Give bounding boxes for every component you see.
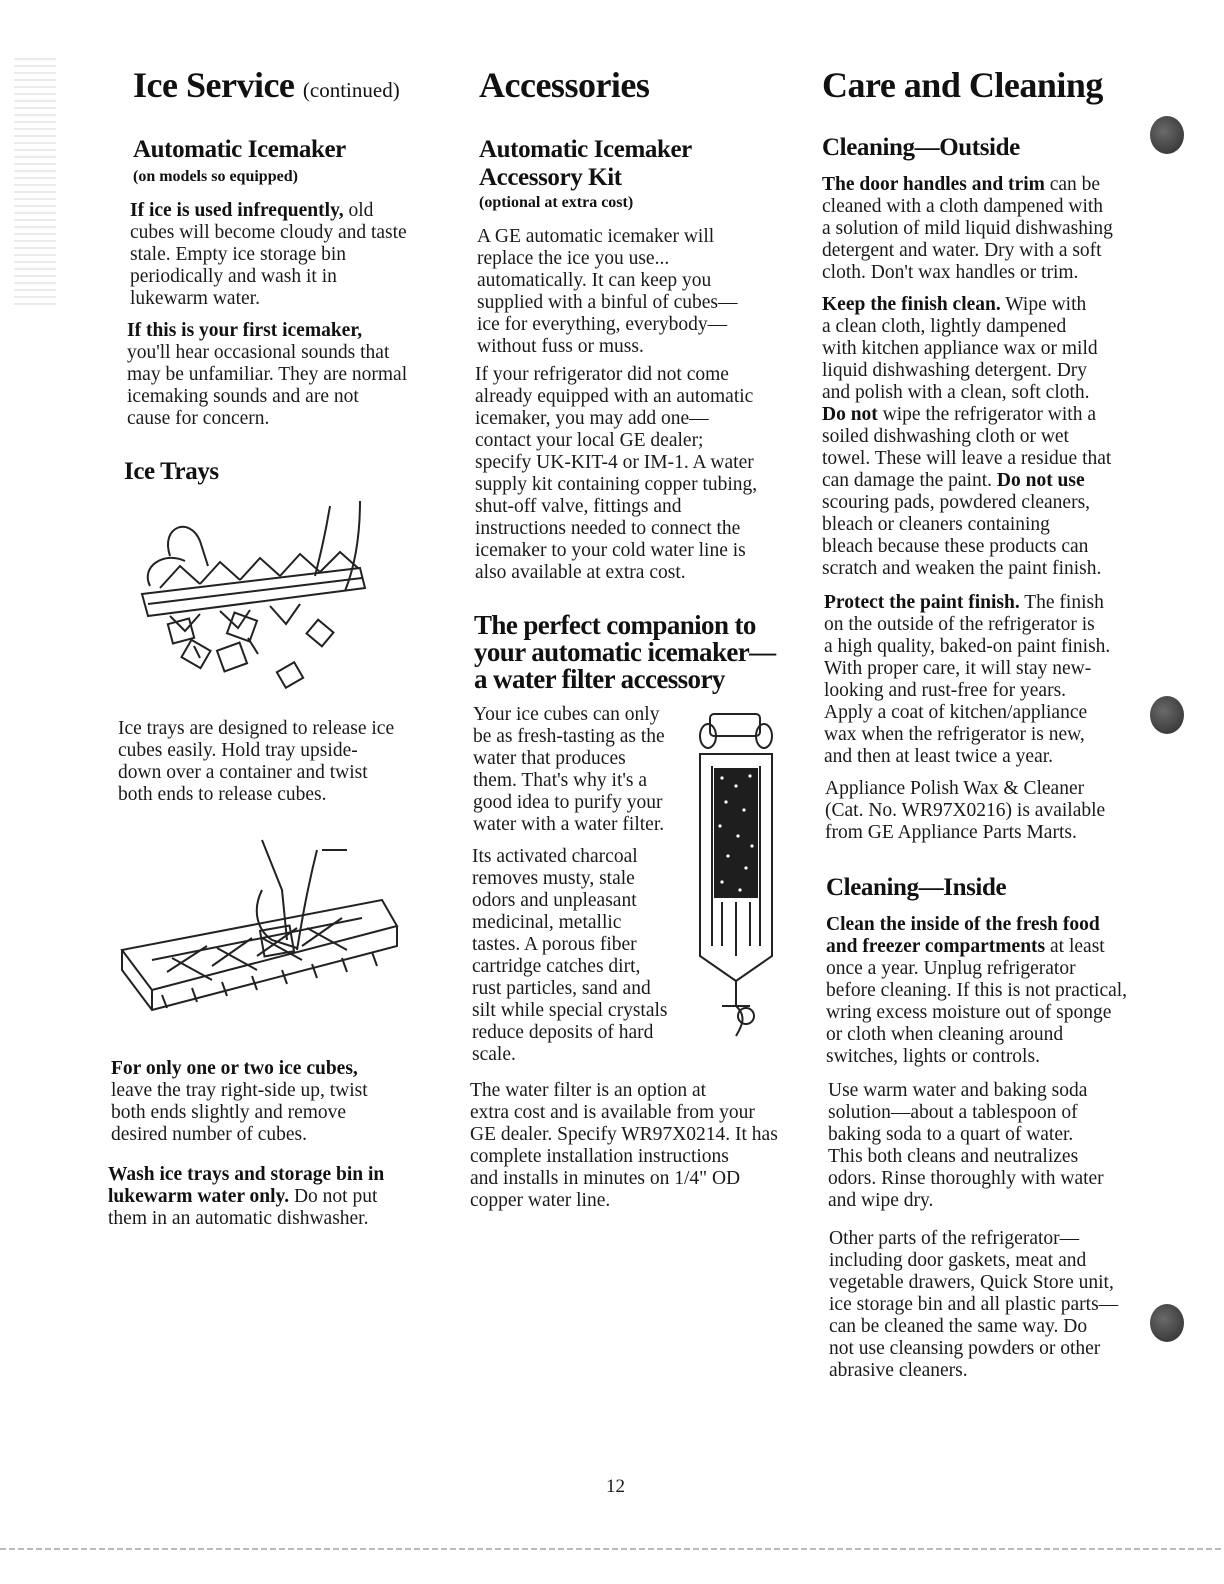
ice-trays-release-paragraph: Ice trays are designed to release ice cubes easily. Hold tray upside- down over a container and twist both ends to release cubes. [118,718,395,805]
scan-margin-artifact [14,58,56,308]
binder-hole-top [1150,116,1184,154]
cleaning-inside-heading: Cleaning—Inside [826,874,1007,901]
water-filter-paragraph-2: Its activated charcoal removes musty, stale odors and unpleasant medicinal, metallic tastes. A porous fiber cartridge catches dirt, rust particles, sand and silt while special crystals reduce deposits of hard scale. [472,846,668,1065]
first-icemaker-paragraph: If this is your first icemaker, you'll hear occasional sounds that may be unfamiliar. They are normal icemaking sounds and are not cause for concern. [127,320,408,429]
icemaker-kit-paragraph-1: A GE automatic icemaker will replace the ice you use... automatically. It can keep you supplied with a binful of cubes— ice for everything, everybody— without fuss or muss. [477,226,738,357]
water-filter-paragraph-1: Your ice cubes can only be as fresh-tasting as the water that produces them. That's why it's a good idea to purify your water with a water filter. [473,704,665,835]
optional-cost-subheading: (optional at extra cost) [479,194,634,211]
other-parts-paragraph: Other parts of the refrigerator— including door gaskets, meat and vegetable drawers, Quick Store unit, ice storage bin and all plastic parts— can be cleaned the same way. Do not use cleansing powders or other abrasive cleaners. [829,1228,1119,1381]
care-and-cleaning-title: Care and Cleaning [822,65,1103,105]
water-filter-illustration [692,706,782,1046]
wash-trays-paragraph: Wash ice trays and storage bin in lukewarm water only. Do not put them in an automatic dishwasher. [108,1164,385,1229]
keep-finish-clean-paragraph: Keep the finish clean. Wipe with a clean cloth, lightly dampened with kitchen appliance wax or mild liquid dishwashing detergent. Dry and polish with a clean, soft cloth. Do not wipe the refrigerator with a soiled dishwashing cloth or wet towel. These will leave a residue that can damage the paint. Do not use scouring pads, powdered cleaners, bleach or cleaners containing bleach because these products can scratch and weaken the paint finish. [822,294,1112,579]
bottom-scan-rule [0,1548,1224,1550]
icemaker-kit-heading: Automatic Icemaker Accessory Kit [479,136,692,191]
icemaker-kit-paragraph-2: If your refrigerator did not come already equipped with an automatic icemaker, you may add one— contact your local GE dealer; specify UK-KIT-4 or IM-1. A water supply kit containing copper tubing, shut-off valve, fittings and instructions needed to connect the icemaker to your cold water line is also available at extra cost. [475,364,758,583]
binder-hole-bottom [1150,1304,1184,1342]
ice-tray-upright-illustration [112,830,402,1030]
page-number: 12 [606,1476,625,1497]
automatic-icemaker-heading: Automatic Icemaker [133,136,346,163]
appliance-polish-paragraph: Appliance Polish Wax & Cleaner (Cat. No. WR97X0216) is available from GE Appliance Parts Marts. [825,778,1106,843]
icemaker-infrequent-paragraph: If ice is used infrequently, old cubes will become cloudy and taste stale. Empty ice storage bin periodically and wash it in lukewarm water. [130,200,407,309]
water-filter-paragraph-3: The water filter is an option at extra cost and is available from your GE dealer. Specify WR97X0214. It has complete installation instructions and installs in minutes on 1/4" OD copper water line. [470,1080,778,1211]
cleaning-outside-heading: Cleaning—Outside [822,134,1020,161]
water-filter-heading: The perfect companion to your automatic icemaker— a water filter accessory [474,610,776,694]
binder-hole-middle [1150,696,1184,734]
protect-paint-paragraph: Protect the paint finish. The finish on the outside of the refrigerator is a high quality, baked-on paint finish. With proper care, it will stay new- looking and rust-free for years. Apply a coat of kitchen/appliance wax when the refrigerator is new, and then at least twice a year. [824,592,1111,767]
door-handles-paragraph: The door handles and trim can be cleaned with a cloth dampened with a solution of mild liquid dishwashing detergent and water. Dry with a soft cloth. Don't wax handles or trim. [822,174,1113,283]
models-equipped-subheading: (on models so equipped) [133,168,298,185]
ice-trays-heading: Ice Trays [124,458,219,485]
one-or-two-cubes-paragraph: For only one or two ice cubes, leave the tray right-side up, twist both ends slightly and remove desired number of cubes. [111,1058,368,1145]
clean-inside-paragraph: Clean the inside of the fresh food and freezer compartments at least once a year. Unplug refrigerator before cleaning. If this is not practical, wring excess moisture out of sponge or cloth when cleaning around switches, lights or controls. [826,914,1128,1067]
ice-service-title: Ice Service (continued) [133,65,400,105]
ice-tray-twist-illustration [130,496,390,706]
accessories-title: Accessories [479,65,650,105]
baking-soda-paragraph: Use warm water and baking soda solution—about a tablespoon of baking soda to a quart of water. This both cleans and neutralizes odors. Rinse thoroughly with water and wipe dry. [828,1080,1104,1211]
